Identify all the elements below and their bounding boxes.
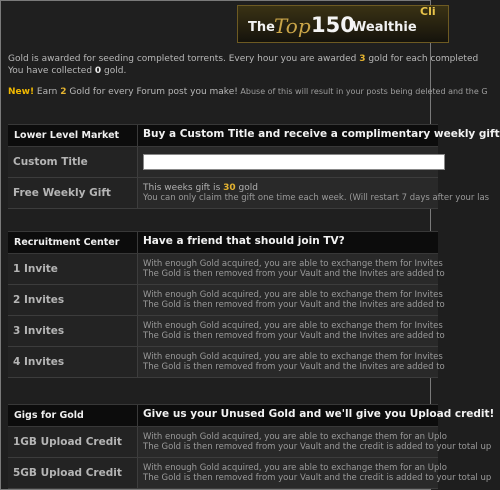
- recruitment-section: [8, 231, 445, 378]
- forum-text: Earn: [34, 87, 61, 97]
- lower-market-description: Buy a Custom Title and receive a complimentary weekly gift: [143, 128, 500, 140]
- invite-line-1: With enough Gold acquired, you are able to exchange them for Invites: [143, 321, 443, 331]
- weekly-gift-info: [143, 183, 489, 203]
- header-divider: [137, 125, 138, 146]
- invite-description: [143, 321, 445, 341]
- recruitment-description: Have a friend that should join TV?: [143, 235, 345, 247]
- forum-gold-amount: 2: [60, 87, 67, 97]
- lower-market-title: Lower Level Market: [14, 130, 120, 141]
- weekly-gift-cell: [8, 178, 138, 208]
- collected-amount: 0: [94, 66, 102, 76]
- invite-label-cell: [8, 285, 138, 315]
- banner-wealthiest: Wealthie: [352, 20, 417, 35]
- custom-title-cell: [8, 147, 138, 177]
- gigs-description: Give us your Unused Gold and we'll give you Upload credit!: [143, 408, 495, 420]
- recruitment-title: Recruitment Center: [14, 237, 120, 248]
- weekly-gift-label: Free Weekly Gift: [13, 187, 111, 199]
- gigs-header: [8, 404, 495, 427]
- upload-label: 5GB Upload Credit: [13, 467, 122, 479]
- upload-label-cell: [8, 458, 138, 488]
- upload-line-1: With enough Gold acquired, you are able to exchange them for an Uplo: [143, 463, 447, 473]
- invite-line-2: The Gold is then removed from your Vault and the Invites are added to: [143, 300, 445, 310]
- invite-label-cell: [8, 254, 138, 284]
- upload-row-5gb[interactable]: [8, 458, 492, 489]
- banner-the: The: [248, 20, 275, 35]
- invite-label: 4 Invites: [13, 356, 65, 368]
- weekly-gift-unit: gold: [235, 183, 258, 193]
- header-divider: [137, 405, 138, 426]
- upload-description: [143, 463, 491, 483]
- banner-150: 150: [311, 13, 355, 37]
- upload-line-1: With enough Gold acquired, you are able to exchange them for an Uplo: [143, 432, 447, 442]
- intro-text: Gold is awarded for seeding completed torrents. Every hour you are awarded: [8, 54, 360, 64]
- collected-label: You have collected: [8, 66, 95, 76]
- invite-description: [143, 259, 445, 279]
- upload-label-cell: [8, 427, 138, 457]
- upload-line-2: The Gold is then removed from your Vault and the credit is added to your total up: [143, 473, 492, 483]
- new-badge: New!: [8, 87, 35, 97]
- header-divider: [137, 232, 138, 253]
- upload-label: 1GB Upload Credit: [13, 436, 122, 448]
- invite-row-4[interactable]: [8, 347, 445, 378]
- banner-click-text: Cli: [420, 5, 436, 18]
- collected-suffix: gold.: [101, 66, 127, 76]
- invite-label: 2 Invites: [13, 294, 65, 306]
- gigs-section: [8, 404, 495, 489]
- invite-label: 1 Invite: [13, 263, 58, 275]
- upload-description: [143, 432, 491, 452]
- custom-title-row: [8, 147, 438, 178]
- invite-row-2[interactable]: [8, 285, 445, 316]
- weekly-gift-note: You can only claim the gift one time each week. (Will restart 7 days after your las: [143, 193, 490, 203]
- recruitment-header: [8, 231, 438, 254]
- collected-gold-text: [8, 65, 126, 77]
- invite-description: [143, 290, 445, 310]
- gold-per-hour: 3: [359, 54, 366, 64]
- lower-market-header: [8, 124, 500, 147]
- invite-label-cell: [8, 347, 138, 377]
- invite-label: 3 Invites: [13, 325, 65, 337]
- invite-description: [143, 352, 445, 372]
- invite-line-1: With enough Gold acquired, you are able to exchange them for Invites: [143, 290, 443, 300]
- invite-line-2: The Gold is then removed from your Vault and the Invites are added to: [143, 269, 445, 279]
- invite-line-1: With enough Gold acquired, you are able to exchange them for Invites: [143, 352, 443, 362]
- abuse-warning: Abuse of this will result in your posts being deleted and the G: [237, 87, 488, 96]
- forum-text-end: Gold for every Forum post you make!: [66, 87, 238, 97]
- lower-market-section: [8, 124, 500, 209]
- invite-row-1[interactable]: [8, 254, 445, 285]
- gold-award-text: [8, 53, 478, 65]
- invite-line-2: The Gold is then removed from your Vault and the Invites are added to: [143, 362, 445, 372]
- site-banner[interactable]: [237, 5, 449, 43]
- invite-row-3[interactable]: [8, 316, 445, 347]
- invite-line-2: The Gold is then removed from your Vault and the Invites are added to: [143, 331, 445, 341]
- weekly-gift-row[interactable]: [8, 178, 490, 209]
- banner-top: Top: [274, 14, 311, 38]
- intro-text-end: gold for each completed: [365, 54, 479, 64]
- custom-title-input[interactable]: [143, 154, 445, 170]
- weekly-gift-amount: 30: [223, 183, 236, 193]
- weekly-gift-text: This weeks gift is: [143, 183, 224, 193]
- custom-title-label: Custom Title: [13, 156, 88, 168]
- gigs-title: Gigs for Gold: [14, 410, 84, 421]
- invite-label-cell: [8, 316, 138, 346]
- upload-line-2: The Gold is then removed from your Vault and the credit is added to your total up: [143, 442, 492, 452]
- upload-row-1gb[interactable]: [8, 427, 492, 458]
- forum-bonus-text: [8, 86, 488, 98]
- invite-line-1: With enough Gold acquired, you are able to exchange them for Invites: [143, 259, 443, 269]
